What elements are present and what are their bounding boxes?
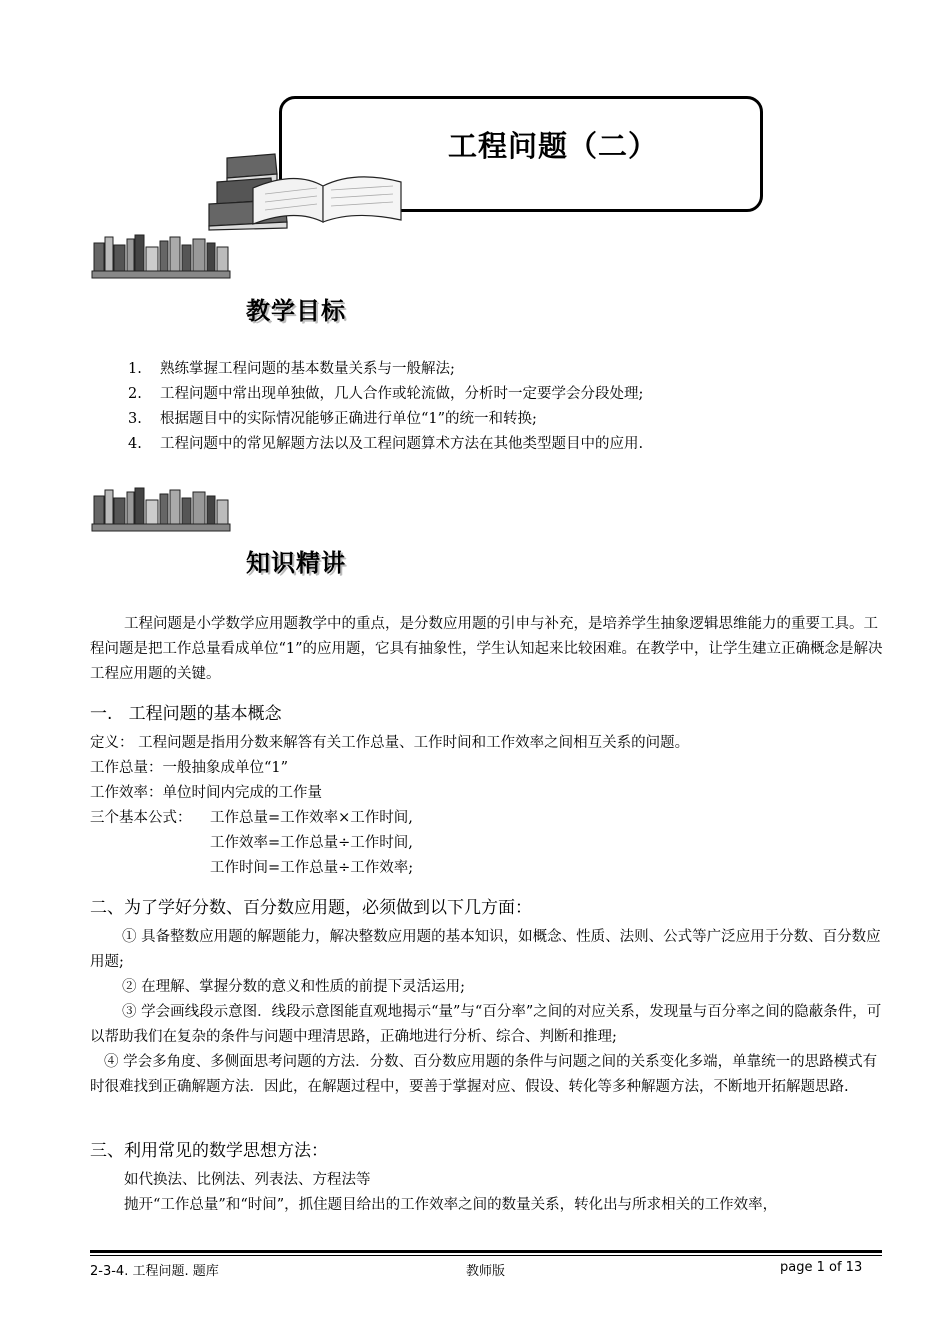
formula-line: 工作时间=工作总量÷工作效率; — [210, 860, 414, 876]
footer-rule — [90, 1250, 882, 1253]
books-illustration — [205, 152, 405, 232]
list-item: ① 具备整数应用题的解题能力，解决整数应用题的基本知识，如概念、性质、法则、公式等广泛应用于分数、百分数应用题; — [90, 929, 881, 970]
methods-line: 如代换法、比例法、列表法、方程法等 — [124, 1172, 371, 1188]
list-item: 4. 工程问题中的常见解题方法以及工程问题算术方法在其他类型题目中的应用. — [128, 436, 644, 452]
list-item: ③ 学会画线段示意图．线段示意图能直观地揭示“量”与“百分率”之间的对应关系，发现量与百分率之间的隐蔽条件，可以帮助我们在复杂的条件与问题中理清思路，正确地进行分析、综合、判断和推理; — [90, 1004, 882, 1045]
page-title: 工程问题（二） — [448, 129, 659, 163]
list-item: 2. 工程问题中常出现单独做，几人合作或轮流做，分析时一定要学会分段处理; — [128, 386, 644, 402]
section-heading-2: 二、为了学好分数、百分数应用题，必须做到以下几方面： — [90, 898, 532, 918]
bookshelf-icon — [90, 233, 232, 281]
intro-paragraph: 工程问题是小学数学应用题教学中的重点，是分数应用题的引申与补充，是培养学生抽象逻辑思维能力的重要工具。工程问题是把工作总量看成单位“1”的应用题，它具有抽象性，学生认知起来比较困难。在教学中，让学生建立正确概念是解决工程应用题的关键。 — [90, 616, 883, 682]
total-line: 工作总量：一般抽象成单位“1” — [90, 760, 289, 776]
section-title-knowledge: 知识精讲 — [246, 549, 346, 577]
list-item: 1. 熟练掌握工程问题的基本数量关系与一般解法; — [128, 361, 455, 377]
objectives-list — [128, 357, 643, 457]
footer-left: 2-3-4. 工程问题. 题库 — [90, 1264, 219, 1279]
bookshelf-icon — [90, 486, 232, 534]
list-item: ④ 学会多角度、多侧面思考问题的方法．分数、百分数应用题的条件与问题之间的关系变化多端，单靠统一的思路模式有时很难找到正确解题方法．因此，在解题过程中，要善于掌握对应、假设、转化等多种解题方法，不断地开拓解题思路. — [90, 1054, 878, 1095]
formula-line: 工作总量=工作效率×工作时间, — [210, 810, 413, 826]
section-title-objectives: 教学目标 — [246, 297, 346, 325]
body-line: 抛开“工作总量”和“时间”，抓住题目给出的工作效率之间的数量关系，转化出与所求相关的工作效率， — [124, 1197, 778, 1213]
footer-center: 教师版 — [466, 1264, 506, 1279]
list-item: ② 在理解、掌握分数的意义和性质的前提下灵活运用; — [122, 979, 465, 995]
section-heading-1: 一. 工程问题的基本概念 — [90, 704, 282, 724]
list-item: 3. 根据题目中的实际情况能够正确进行单位“1”的统一和转换; — [128, 411, 537, 427]
efficiency-line: 工作效率：单位时间内完成的工作量 — [90, 785, 322, 801]
formula-line: 工作效率=工作总量÷工作时间, — [210, 835, 413, 851]
page-number: page 1 of 13 — [780, 1260, 863, 1275]
definition-line: 定义： 工程问题是指用分数来解答有关工作总量、工作时间和工作效率之间相互关系的问题。 — [90, 735, 690, 751]
formulas-label: 三个基本公式： — [90, 810, 192, 826]
footer-rule — [90, 1255, 882, 1256]
section-heading-3: 三、利用常见的数学思想方法： — [90, 1141, 328, 1161]
